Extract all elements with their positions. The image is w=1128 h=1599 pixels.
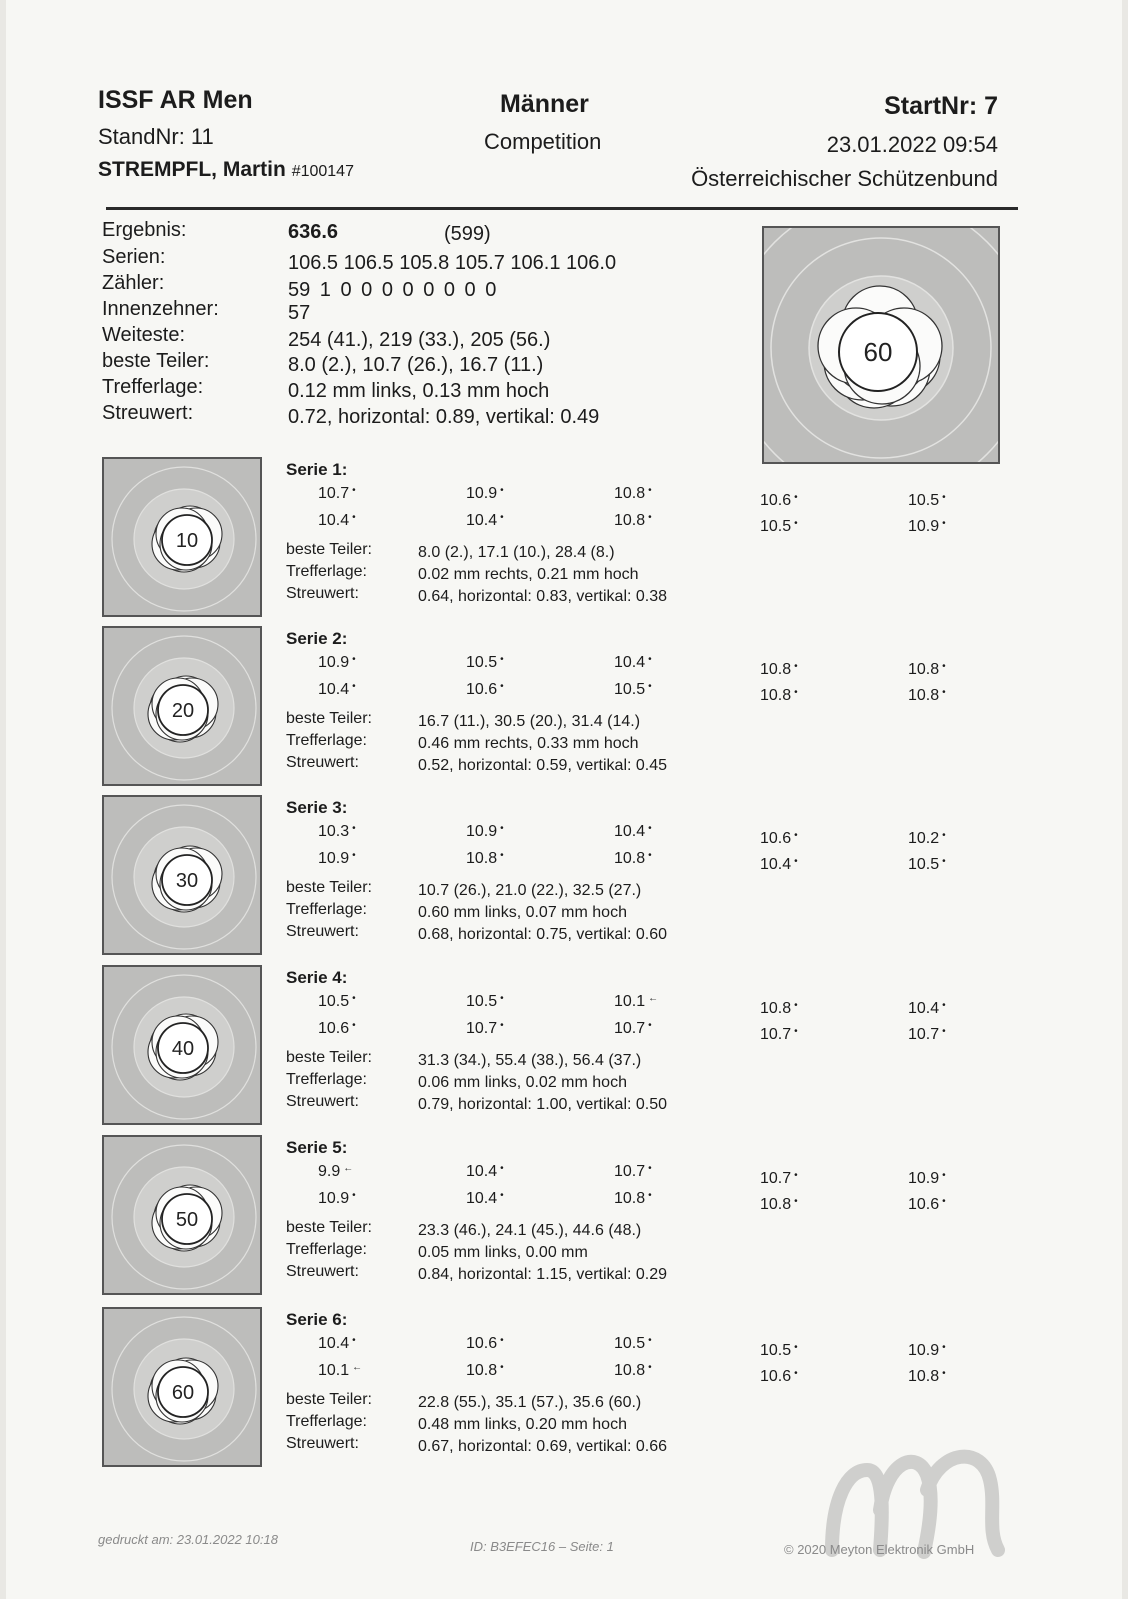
series-stat-value: 0.60 mm links, 0.07 mm hoch — [418, 904, 627, 921]
series-stat-value: 8.0 (2.), 17.1 (10.), 28.4 (8.) — [418, 544, 615, 561]
shot-value: 10.8 — [466, 850, 498, 867]
shot-marker-icon: • — [942, 661, 946, 672]
shot-score — [760, 687, 798, 705]
shot-score — [760, 518, 798, 536]
shot-marker-icon: • — [942, 687, 946, 698]
shot-score — [760, 492, 798, 510]
shot-score — [318, 1362, 362, 1380]
shot-score — [908, 830, 946, 848]
best-teiler: 8.0 (2.), 10.7 (26.), 16.7 (11.) — [288, 354, 544, 376]
shot-value: 10.2 — [908, 830, 940, 847]
series-target-graphic — [104, 459, 260, 615]
shot-score — [614, 1190, 652, 1208]
shot-marker-icon: • — [794, 1026, 798, 1037]
shot-marker-icon: • — [794, 661, 798, 672]
stand-number: StandNr: 11 — [98, 124, 214, 149]
start-number: StartNr: 7 — [884, 92, 998, 120]
shot-score — [318, 1163, 353, 1181]
shot-score — [614, 1163, 652, 1181]
shot-value: 10.4 — [466, 1190, 498, 1207]
shot-marker-icon: • — [352, 993, 356, 1004]
shot-score — [760, 830, 798, 848]
shot-score — [466, 850, 504, 868]
series-target-diagram — [102, 457, 262, 617]
shot-score — [760, 1368, 798, 1386]
shot-value: 9.9 — [318, 1163, 341, 1180]
series-stat-label: beste Teiler: — [286, 879, 372, 896]
shot-marker-icon: • — [352, 1335, 356, 1346]
shot-marker-icon: • — [942, 492, 946, 503]
series-title: Serie 5: — [286, 1138, 348, 1157]
series-title: Serie 6: — [286, 1310, 348, 1329]
shot-marker-icon: • — [500, 993, 504, 1004]
shot-value: 10.8 — [466, 1362, 498, 1379]
spread-value: 0.72, horizontal: 0.89, vertikal: 0.49 — [288, 406, 600, 428]
series-target-diagram — [102, 965, 262, 1125]
total-shot-count: 60 — [863, 337, 893, 367]
series-target-diagram — [102, 1307, 262, 1467]
shot-value: 10.9 — [318, 1190, 350, 1207]
shot-score — [318, 823, 356, 841]
shot-value: 10.6 — [466, 681, 498, 698]
series-target-graphic — [104, 1309, 260, 1465]
shot-value: 10.4 — [908, 1000, 940, 1017]
shot-score — [318, 681, 356, 699]
series-stat-label: beste Teiler: — [286, 1391, 372, 1408]
series-stat-value: 0.05 mm links, 0.00 mm — [418, 1244, 588, 1261]
header-divider — [106, 207, 1018, 210]
shot-marker-icon: • — [942, 856, 946, 867]
shot-marker-icon: • — [794, 1000, 798, 1011]
shot-score — [466, 1020, 504, 1038]
shot-marker-icon: • — [500, 823, 504, 834]
shot-marker-icon: • — [942, 1342, 946, 1353]
shot-marker-icon: • — [794, 492, 798, 503]
shot-marker-icon: • — [794, 856, 798, 867]
printed-date: gedruckt am: 23.01.2022 10:18 — [98, 1532, 278, 1547]
shot-marker-icon: • — [500, 485, 504, 496]
shot-value: 10.4 — [466, 512, 498, 529]
shot-score — [908, 1368, 946, 1386]
shot-value: 10.8 — [908, 661, 940, 678]
shot-score — [466, 1362, 504, 1380]
shot-value: 10.6 — [908, 1196, 940, 1213]
shot-score — [908, 518, 946, 536]
series-title: Serie 1: — [286, 460, 348, 479]
series-stat-label: beste Teiler: — [286, 1049, 372, 1066]
summary-label: Serien: — [102, 246, 166, 268]
shot-score — [760, 1196, 798, 1214]
shot-value: 10.4 — [318, 1335, 350, 1352]
shot-value: 10.7 — [908, 1026, 940, 1043]
series-stat-value: 0.67, horizontal: 0.69, vertikal: 0.66 — [418, 1438, 668, 1455]
series-title: Serie 2: — [286, 629, 348, 648]
shot-value: 10.7 — [318, 485, 350, 502]
series-stat-value: 0.79, horizontal: 1.00, vertikal: 0.50 — [418, 1096, 668, 1113]
shot-marker-icon: • — [352, 1020, 356, 1031]
shot-score — [614, 850, 652, 868]
shot-marker-icon: • — [352, 485, 356, 496]
series-totals: 106.5 106.5 105.8 105.7 106.1 106.0 — [288, 252, 617, 274]
shot-score — [318, 654, 356, 672]
series-stat-label: Trefferlage: — [286, 1071, 367, 1088]
shot-marker-icon: • — [352, 823, 356, 834]
farthest-shots: 254 (41.), 219 (33.), 205 (56.) — [288, 329, 551, 351]
series-stat-value: 0.46 mm rechts, 0.33 mm hoch — [418, 735, 639, 752]
shot-marker-icon: • — [648, 1362, 652, 1373]
series-stat-value: 0.02 mm rechts, 0.21 mm hoch — [418, 566, 639, 583]
shot-marker-icon: • — [648, 681, 652, 692]
shot-marker-icon: • — [942, 1170, 946, 1181]
shot-marker-icon: • — [648, 850, 652, 861]
shot-value: 10.9 — [466, 485, 498, 502]
shot-value: 10.5 — [318, 993, 350, 1010]
shot-value: 10.4 — [614, 823, 646, 840]
shot-value: 10.6 — [318, 1020, 350, 1037]
copyright: © 2020 Meyton Elektronik GmbH — [784, 1542, 975, 1557]
shot-value: 10.7 — [760, 1170, 792, 1187]
summary-label: Innenzehner: — [102, 298, 219, 320]
shot-score — [908, 1026, 946, 1044]
series-target-graphic — [104, 628, 260, 784]
shot-score — [614, 823, 652, 841]
shot-score — [760, 856, 798, 874]
shot-marker-icon: • — [794, 830, 798, 841]
shot-value: 10.4 — [760, 856, 792, 873]
shot-marker-icon: • — [794, 1196, 798, 1207]
series-stat-value: 22.8 (55.), 35.1 (57.), 35.6 (60.) — [418, 1394, 642, 1411]
shot-score — [760, 661, 798, 679]
total-target-diagram — [762, 226, 1000, 464]
series-stat-value: 0.84, horizontal: 1.15, vertikal: 0.29 — [418, 1266, 668, 1283]
shot-marker-icon: • — [500, 1020, 504, 1031]
shot-marker-icon: • — [794, 687, 798, 698]
shot-value: 10.1 — [614, 993, 646, 1010]
shot-marker-icon: • — [500, 1335, 504, 1346]
total-target-graphic — [764, 228, 998, 462]
shot-marker-icon: • — [500, 512, 504, 523]
shot-value: 10.5 — [614, 1335, 646, 1352]
series-stat-value: 10.7 (26.), 21.0 (22.), 32.5 (27.) — [418, 882, 642, 899]
hit-position: 0.12 mm links, 0.13 mm hoch — [288, 380, 550, 402]
shot-marker-icon: • — [942, 1026, 946, 1037]
series-stat-label: Trefferlage: — [286, 1413, 367, 1430]
shot-value: 10.8 — [614, 1362, 646, 1379]
shot-score — [466, 1190, 504, 1208]
shot-marker-icon: • — [648, 485, 652, 496]
series-stat-value: 31.3 (34.), 55.4 (38.), 56.4 (37.) — [418, 1052, 642, 1069]
shot-value: 10.7 — [760, 1026, 792, 1043]
shot-value: 10.7 — [466, 1020, 498, 1037]
series-stat-value: 23.3 (46.), 24.1 (45.), 44.6 (48.) — [418, 1222, 642, 1239]
series-stat-label: beste Teiler: — [286, 1219, 372, 1236]
series-stat-label: Trefferlage: — [286, 901, 367, 918]
series-shot-count: 20 — [171, 700, 195, 722]
shot-score — [908, 687, 946, 705]
shot-marker-icon: • — [794, 1170, 798, 1181]
shot-score — [614, 1335, 652, 1353]
shot-score — [614, 681, 652, 699]
series-stat-value: 0.68, horizontal: 0.75, vertikal: 0.60 — [418, 926, 668, 943]
shot-score — [466, 1163, 504, 1181]
shot-value: 10.9 — [318, 850, 350, 867]
shot-value: 10.9 — [908, 518, 940, 535]
shot-score — [760, 1342, 798, 1360]
series-stat-value: 0.06 mm links, 0.02 mm hoch — [418, 1074, 627, 1091]
series-stat-label: Streuwert: — [286, 1093, 359, 1110]
shot-marker-icon: • — [648, 1163, 652, 1174]
summary-label: Ergebnis: — [102, 219, 187, 241]
shot-value: 10.4 — [614, 654, 646, 671]
shot-value: 10.5 — [760, 518, 792, 535]
series-stat-label: Streuwert: — [286, 1263, 359, 1280]
shot-score — [760, 1000, 798, 1018]
shot-score — [466, 512, 504, 530]
shot-marker-icon: • — [500, 1362, 504, 1373]
datetime: 23.01.2022 09:54 — [826, 132, 998, 157]
shot-marker-icon: • — [500, 654, 504, 665]
discipline-title: ISSF AR Men — [98, 86, 253, 114]
shot-marker-icon: • — [352, 1190, 356, 1201]
shot-score — [466, 654, 504, 672]
shooter-name: STREMPFL, Martin — [98, 158, 286, 181]
shot-value: 10.5 — [908, 492, 940, 509]
shot-score — [614, 1020, 652, 1038]
document-id: ID: B3EFEC16 – Seite: 1 — [470, 1539, 614, 1554]
shot-marker-icon: • — [648, 1190, 652, 1201]
shot-score — [614, 993, 658, 1011]
shot-value: 10.6 — [760, 1368, 792, 1385]
shot-score — [318, 485, 356, 503]
shot-marker-icon: • — [352, 654, 356, 665]
shot-marker-icon: • — [648, 823, 652, 834]
shot-marker-icon: • — [942, 1368, 946, 1379]
shot-value: 10.8 — [760, 1196, 792, 1213]
shot-score — [614, 485, 652, 503]
shot-score — [908, 661, 946, 679]
shot-score — [318, 512, 356, 530]
series-shot-count: 30 — [175, 870, 199, 892]
shot-score — [466, 1335, 504, 1353]
shot-value: 10.4 — [318, 512, 350, 529]
series-stat-label: Streuwert: — [286, 754, 359, 771]
shot-marker-icon: • — [942, 1000, 946, 1011]
shot-marker-icon: • — [500, 681, 504, 692]
shot-value: 10.3 — [318, 823, 350, 840]
shot-marker-icon: • — [500, 1163, 504, 1174]
series-target-graphic — [104, 1137, 260, 1293]
club: Österreichischer Schützenbund — [691, 166, 998, 191]
shot-value: 10.9 — [466, 823, 498, 840]
shot-score — [908, 1000, 946, 1018]
shot-score — [318, 1190, 356, 1208]
series-stat-value: 0.64, horizontal: 0.83, vertikal: 0.38 — [418, 588, 668, 605]
series-stat-value: 16.7 (11.), 30.5 (20.), 31.4 (14.) — [418, 713, 641, 730]
series-target-diagram — [102, 1135, 262, 1295]
shot-marker-icon: • — [794, 518, 798, 529]
shot-score — [318, 993, 356, 1011]
shot-score — [318, 1335, 356, 1353]
shot-value: 10.8 — [760, 1000, 792, 1017]
shot-marker-icon: ← — [648, 993, 659, 1004]
series-shot-count: 50 — [175, 1209, 199, 1231]
series-stat-label: Trefferlage: — [286, 732, 367, 749]
series-stat-label: beste Teiler: — [286, 541, 372, 558]
shot-marker-icon: • — [648, 512, 652, 523]
shot-marker-icon: ← — [352, 1362, 363, 1373]
shot-marker-icon: • — [648, 654, 652, 665]
shot-marker-icon: • — [352, 512, 356, 523]
shot-value: 10.5 — [466, 993, 498, 1010]
shot-score — [908, 856, 946, 874]
shot-value: 10.9 — [908, 1342, 940, 1359]
series-shot-count: 60 — [171, 1382, 195, 1404]
series-stat-label: beste Teiler: — [286, 710, 372, 727]
competition-type: Competition — [484, 129, 602, 154]
shot-marker-icon: • — [648, 1335, 652, 1346]
shot-score — [908, 1170, 946, 1188]
category: Männer — [500, 90, 589, 118]
shot-score — [466, 485, 504, 503]
shot-value: 10.8 — [760, 661, 792, 678]
shot-score — [614, 512, 652, 530]
series-stat-label: Streuwert: — [286, 923, 359, 940]
shot-value: 10.6 — [760, 830, 792, 847]
shot-value: 10.8 — [614, 850, 646, 867]
shot-score — [908, 492, 946, 510]
shot-marker-icon: • — [500, 1190, 504, 1201]
summary-label: Streuwert: — [102, 402, 194, 424]
series-target-diagram — [102, 626, 262, 786]
shot-value: 10.9 — [908, 1170, 940, 1187]
summary-label: beste Teiler: — [102, 350, 210, 372]
series-target-graphic — [104, 967, 260, 1123]
shot-marker-icon: • — [942, 518, 946, 529]
shot-marker-icon: ← — [343, 1163, 354, 1174]
shot-marker-icon: • — [942, 1196, 946, 1207]
series-stat-label: Streuwert: — [286, 585, 359, 602]
shot-score — [318, 1020, 356, 1038]
shot-marker-icon: • — [942, 830, 946, 841]
shot-marker-icon: • — [794, 1368, 798, 1379]
shot-score — [466, 993, 504, 1011]
shot-marker-icon: • — [794, 1342, 798, 1353]
shot-score — [760, 1026, 798, 1044]
shot-value: 10.4 — [318, 681, 350, 698]
series-target-graphic — [104, 797, 260, 953]
summary-label: Zähler: — [102, 272, 165, 294]
shot-value: 10.8 — [614, 512, 646, 529]
shot-value: 10.8 — [614, 485, 646, 502]
shot-value: 10.5 — [466, 654, 498, 671]
shot-score — [614, 654, 652, 672]
series-stat-label: Streuwert: — [286, 1435, 359, 1452]
shot-marker-icon: • — [352, 850, 356, 861]
shooter-id: #100147 — [291, 163, 354, 180]
series-title: Serie 4: — [286, 968, 348, 987]
series-stat-value: 0.52, horizontal: 0.59, vertikal: 0.45 — [418, 757, 668, 774]
series-target-diagram — [102, 795, 262, 955]
shot-value: 10.8 — [614, 1190, 646, 1207]
shot-value: 10.6 — [760, 492, 792, 509]
shot-value: 10.7 — [614, 1163, 646, 1180]
ring-counter: 59 1 0 0 0 0 0 0 0 0 — [288, 279, 497, 301]
shot-value: 10.8 — [908, 1368, 940, 1385]
shot-value: 10.5 — [908, 856, 940, 873]
shot-score — [466, 823, 504, 841]
result-rings: (599) — [444, 223, 491, 245]
score-sheet — [6, 0, 1122, 1599]
series-shot-count: 10 — [175, 530, 199, 552]
summary-label: Trefferlage: — [102, 376, 204, 398]
shot-marker-icon: • — [648, 1020, 652, 1031]
shot-value: 10.7 — [614, 1020, 646, 1037]
shot-score — [760, 1170, 798, 1188]
shot-value: 10.5 — [614, 681, 646, 698]
series-stat-label: Trefferlage: — [286, 563, 367, 580]
shot-score — [318, 850, 356, 868]
shot-score — [908, 1196, 946, 1214]
shot-value: 10.5 — [760, 1342, 792, 1359]
series-stat-label: Trefferlage: — [286, 1241, 367, 1258]
shot-marker-icon: • — [500, 850, 504, 861]
shot-value: 10.9 — [318, 654, 350, 671]
shot-value: 10.6 — [466, 1335, 498, 1352]
shot-marker-icon: • — [352, 681, 356, 692]
summary-label: Weiteste: — [102, 324, 185, 346]
result-total: 636.6 — [288, 221, 339, 243]
shot-score — [614, 1362, 652, 1380]
shot-value: 10.8 — [908, 687, 940, 704]
shot-value: 10.4 — [466, 1163, 498, 1180]
series-title: Serie 3: — [286, 798, 348, 817]
inner-tens: 57 — [288, 302, 311, 324]
shot-value: 10.1 — [318, 1362, 350, 1379]
series-stat-value: 0.48 mm links, 0.20 mm hoch — [418, 1416, 627, 1433]
shot-score — [908, 1342, 946, 1360]
series-shot-count: 40 — [171, 1038, 195, 1060]
shooter — [98, 158, 354, 182]
shot-value: 10.8 — [760, 687, 792, 704]
shot-score — [466, 681, 504, 699]
